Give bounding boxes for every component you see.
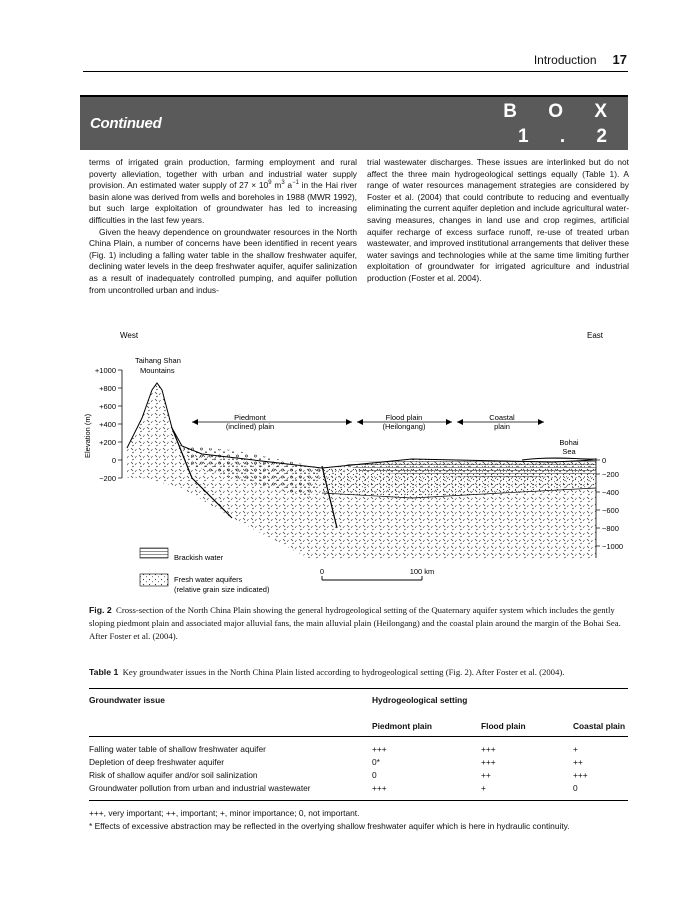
- table-row-2-coastal: ++: [573, 757, 583, 767]
- running-head: [534, 52, 627, 67]
- table-title-text: Key groundwater issues in the North China Plain listed according to hydrogeological setting (Fig. 2). After Foster et al. (2004).: [122, 667, 565, 677]
- left-column: [89, 157, 357, 296]
- table-header-setting: Hydrogeological setting: [372, 695, 468, 705]
- left-tick-label: −200: [99, 474, 116, 483]
- mountains-label-1: Taihang Shan: [135, 356, 181, 365]
- box-label: B O X 1 . 2: [503, 101, 620, 147]
- coastal-plain-label-1: Coastal: [489, 413, 515, 422]
- y-axis-label: Elevation (m): [83, 413, 92, 458]
- left-p1-part-c: a: [284, 180, 293, 191]
- right-tick-label: 0: [602, 456, 607, 465]
- legend-brackish-swatch: [140, 548, 168, 558]
- table-footnote-asterisk: * Effects of excessive abstraction may be reflected in the overlying shallow freshwater aquifer which is here in hydraulic continuity.: [89, 821, 570, 831]
- piedmont-label-2: (inclined) plain: [225, 422, 275, 431]
- table-row-3-flood: ++: [481, 770, 491, 780]
- right-tick-label: −200: [602, 470, 619, 479]
- left-tick-label: 0: [111, 456, 116, 465]
- legend-brackish-label: Brackish water: [174, 553, 224, 562]
- legend-fresh-label-1: Fresh water aquifers: [174, 575, 243, 584]
- scale-zero-label: 0: [319, 567, 325, 576]
- sup-exponent-3: 3: [281, 180, 285, 187]
- left-tick-label: +200: [99, 438, 116, 447]
- table-row-1-issue: Falling water table of shallow freshwater aquifer: [89, 744, 266, 754]
- left-p1-part-b: m: [271, 180, 282, 191]
- table-footnote-key: +++, very important; ++, important; +, minor importance; 0, not important.: [89, 808, 360, 818]
- table-row-4-issue: Groundwater pollution from urban and industrial wastewater: [89, 783, 311, 793]
- table-title: [89, 667, 629, 677]
- table-label: Table 1: [89, 667, 119, 677]
- figure-caption-text: Cross-section of the North China Plain showing the general hydrogeological setting of the Quaternary aquifer system which includes the gently sloping piedmont plain and associated major alluvial fans, the main alluvial plain (Heilongang) and the coastal plain around the margin of the Bohai Sea. After Foster et al. (2004).: [89, 605, 621, 641]
- table-row-2-issue: Depletion of deep freshwater aquifer: [89, 757, 225, 767]
- cross-section-figure: [82, 328, 642, 600]
- table-row-3-coastal: +++: [573, 770, 588, 780]
- figure-caption: [89, 604, 629, 643]
- table-subheader-piedmont: Piedmont plain: [372, 721, 433, 731]
- left-paragraph-1: [89, 157, 357, 227]
- flood-plain-label-1: Flood plain: [385, 413, 423, 422]
- table-row-2-piedmont: 0*: [372, 757, 380, 767]
- table-row-2-flood: +++: [481, 757, 496, 767]
- left-tick-label: +800: [99, 384, 116, 393]
- table-row-3-issue: Risk of shallow aquifer and/or soil salinization: [89, 770, 258, 780]
- scale-length-label: 100 km: [409, 567, 435, 576]
- continued-label: Continued: [90, 115, 162, 132]
- sea-label-2: Sea: [562, 447, 576, 456]
- table-row-3-piedmont: 0: [372, 770, 377, 780]
- figure-caption-label: Fig. 2: [89, 605, 112, 615]
- right-tick-label: −600: [602, 506, 619, 515]
- coastal-plain-label-2: plain: [494, 422, 510, 431]
- table-subheader-flood: Flood plain: [481, 721, 526, 731]
- cross-section-svg: [82, 328, 642, 600]
- table-row-4-piedmont: +++: [372, 783, 387, 793]
- legend-fresh-swatch: [140, 574, 168, 586]
- table-row-4-flood: +: [481, 783, 486, 793]
- right-tick-label: −400: [602, 488, 619, 497]
- table-subheader-coastal: Coastal plain: [573, 721, 626, 731]
- table-row-1-flood: +++: [481, 744, 496, 754]
- right-ticks: [596, 456, 623, 551]
- sea-label-1: Bohai: [559, 438, 579, 447]
- mountains-label-2: Mountains: [140, 366, 175, 375]
- flood-plain-label-2: (Heilongang): [382, 422, 426, 431]
- left-tick-label: +1000: [94, 366, 116, 375]
- table-row-1-piedmont: +++: [372, 744, 387, 754]
- left-p1-part-d: in the Hai river basin alone was derived from wells and boreholes in 1988 (MWR 1992), but such large exploitation of groundwater has led to increasing difficulties in the last few years.: [89, 180, 357, 225]
- table-row-4-coastal: 0: [573, 783, 578, 793]
- left-p1-part-a: terms of irrigated grain production, farming employment and rural poverty alleviation, together with urban and industrial water supply provision. An estimated water supply of 27 × 10: [89, 157, 357, 191]
- sup-exponent-minus1: −1: [292, 180, 299, 187]
- piedmont-label-1: Piedmont: [234, 413, 266, 422]
- east-label: East: [587, 331, 604, 340]
- right-tick-label: −800: [602, 524, 619, 533]
- table-row-1-coastal: +: [573, 744, 578, 754]
- left-paragraph-2: Given the heavy dependence on groundwater resources in the North China Plain, a number of concerns have been identified in recent years (Fig. 1) including a falling water table in the shallow freshwater aquifer, declining water levels in the deep freshwater aquifer, aquifer salinization as a result of inadequately controlled pumping, and aquifer pollution from uncontrolled urban and indus-: [89, 226, 357, 295]
- left-tick-label: +400: [99, 420, 116, 429]
- left-ticks: [95, 366, 122, 483]
- scale-bar: [322, 576, 422, 580]
- west-label: West: [120, 331, 139, 340]
- right-column: [367, 157, 629, 285]
- page-number: 17: [612, 52, 627, 67]
- table-header-rule: [89, 736, 628, 737]
- box-banner: [80, 95, 628, 150]
- legend-fresh-label-2: (relative grain size indicated): [174, 585, 270, 594]
- left-tick-label: +600: [99, 402, 116, 411]
- right-paragraph-1: trial wastewater discharges. These issues are interlinked but do not affect the three main hydrogeological settings equally (Table 1). A range of water resources management strategies are considered by Foster et al. (2004) that could contribute to reducing and eventually eliminating the current aquifer depletion and include agricultural water-saving measures, changes in land use and crop regimes, artificial aquifer recharge of excess surface runoff, re-use of treated urban wastewater, and improved institutional arrangements that deliver these water savings and technologies while at the same time limiting further exploitation of groundwater for irrigated agriculture and industrial production (Foster et al. 2004).: [367, 157, 629, 283]
- right-tick-label: −1000: [602, 542, 624, 551]
- header-rule: [83, 71, 628, 72]
- sup-exponent-9: 9: [268, 180, 272, 187]
- table-header-issue: Groundwater issue: [89, 695, 165, 705]
- table-bottom-rule: [89, 800, 628, 801]
- table-top-rule: [89, 688, 628, 689]
- running-head-section: Introduction: [533, 53, 597, 67]
